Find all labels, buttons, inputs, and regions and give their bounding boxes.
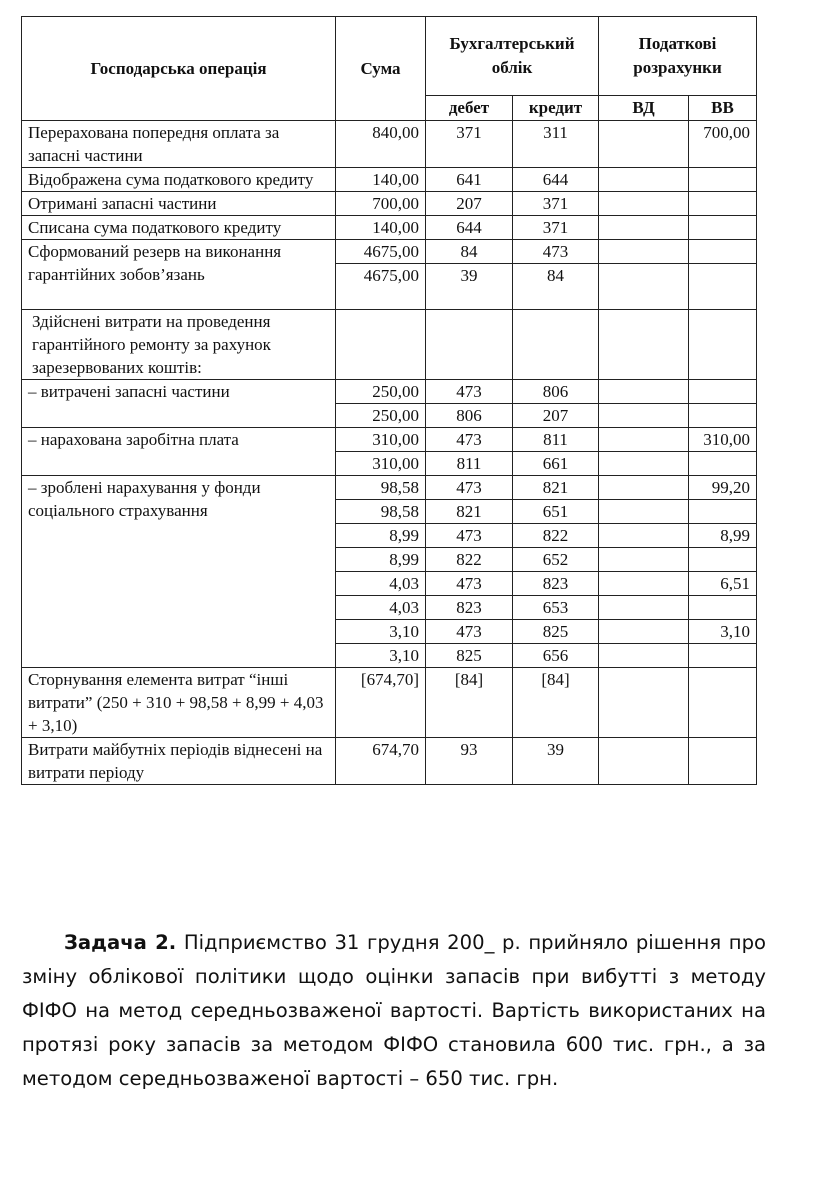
debit-cell: 39 <box>426 264 513 310</box>
vd-cell <box>599 264 689 310</box>
amount-cell: 250,00 <box>336 404 426 428</box>
amount-cell: 4675,00 <box>336 264 426 310</box>
table-row <box>22 240 757 264</box>
operation-cell: Здійснені витрати на проведення гарантійного ремонту за рахунок зарезервованих коштів: <box>22 310 336 380</box>
debit-cell: 207 <box>426 192 513 216</box>
debit-cell: 93 <box>426 738 513 785</box>
vd-cell <box>599 524 689 548</box>
vv-cell <box>689 264 757 310</box>
credit-cell: 806 <box>513 380 599 404</box>
credit-cell: 821 <box>513 476 599 500</box>
vv-cell <box>689 500 757 524</box>
debit-cell: 806 <box>426 404 513 428</box>
amount-cell: 4,03 <box>336 572 426 596</box>
vd-cell <box>599 192 689 216</box>
amount-cell: 3,10 <box>336 644 426 668</box>
operation-cell: – зроблені нарахування у фонди соціального страхування <box>22 476 336 668</box>
vd-cell <box>599 404 689 428</box>
debit-cell: 473 <box>426 620 513 644</box>
amount-cell: 98,58 <box>336 476 426 500</box>
vv-cell <box>689 192 757 216</box>
credit-cell: 811 <box>513 428 599 452</box>
debit-cell: 84 <box>426 240 513 264</box>
task-text: Підприємство 31 грудня 200_ р. прийняло рішення про зміну облікової політики щодо оцінки запасів при вибутті з методу ФІФО на метод середньозваженої вартості. Вартість використаних на протязі року запасів за методом ФІФО становила 600 тис. грн., а за методом середньозваженої вартості – 650 тис. грн. <box>22 931 766 1090</box>
operation-cell: Отримані запасні частини <box>22 192 336 216</box>
vv-cell: 700,00 <box>689 121 757 168</box>
header-tax: Податкові розрахунки <box>599 17 757 96</box>
debit-cell: 811 <box>426 452 513 476</box>
vd-cell <box>599 476 689 500</box>
vv-cell <box>689 168 757 192</box>
debit-cell: 825 <box>426 644 513 668</box>
amount-cell: 840,00 <box>336 121 426 168</box>
header-operation: Господарська операція <box>22 17 336 121</box>
header-vv: ВВ <box>689 96 757 121</box>
amount-cell: 700,00 <box>336 192 426 216</box>
credit-cell: [84] <box>513 668 599 738</box>
vv-cell <box>689 738 757 785</box>
credit-cell: 644 <box>513 168 599 192</box>
header-debit: дебет <box>426 96 513 121</box>
debit-cell: 644 <box>426 216 513 240</box>
debit-cell: 473 <box>426 476 513 500</box>
credit-cell: 653 <box>513 596 599 620</box>
credit-cell: 473 <box>513 240 599 264</box>
table-row <box>22 310 757 380</box>
amount-cell: 140,00 <box>336 168 426 192</box>
vv-cell <box>689 216 757 240</box>
credit-cell: 84 <box>513 264 599 310</box>
accounting-table <box>21 16 757 785</box>
credit-cell: 371 <box>513 216 599 240</box>
credit-cell: 656 <box>513 644 599 668</box>
credit-cell: 652 <box>513 548 599 572</box>
table-row <box>22 668 757 738</box>
credit-cell: 39 <box>513 738 599 785</box>
vd-cell <box>599 380 689 404</box>
amount-cell: 140,00 <box>336 216 426 240</box>
table-row <box>22 216 757 240</box>
vv-cell <box>689 668 757 738</box>
vd-cell <box>599 738 689 785</box>
header-accounting: Бухгалтерський облік <box>426 17 599 96</box>
vv-cell: 3,10 <box>689 620 757 644</box>
vv-cell <box>689 596 757 620</box>
table-row <box>22 168 757 192</box>
vd-cell <box>599 168 689 192</box>
credit-cell: 207 <box>513 404 599 428</box>
vv-cell <box>689 452 757 476</box>
table-header-row <box>22 17 757 96</box>
amount-cell: 250,00 <box>336 380 426 404</box>
amount-cell: 4,03 <box>336 596 426 620</box>
vv-cell <box>689 240 757 264</box>
debit-cell: 473 <box>426 428 513 452</box>
credit-cell: 661 <box>513 452 599 476</box>
amount-cell: [674,70] <box>336 668 426 738</box>
vd-cell <box>599 452 689 476</box>
operation-cell: – нарахована заробітна плата <box>22 428 336 476</box>
header-vd: ВД <box>599 96 689 121</box>
amount-cell: 674,70 <box>336 738 426 785</box>
vv-cell <box>689 380 757 404</box>
vd-cell <box>599 240 689 264</box>
debit-cell: 641 <box>426 168 513 192</box>
vv-cell <box>689 548 757 572</box>
operation-cell: Відображена сума податкового кредиту <box>22 168 336 192</box>
debit-cell: [84] <box>426 668 513 738</box>
operation-cell: Витрати майбутніх періодів віднесені на витрати періоду <box>22 738 336 785</box>
table-row <box>22 121 757 168</box>
debit-cell: 823 <box>426 596 513 620</box>
debit-cell: 473 <box>426 572 513 596</box>
operation-cell: Сформований резерв на виконання гарантійних зобов’язань <box>22 240 336 310</box>
task-paragraph <box>22 926 766 1096</box>
vd-cell <box>599 548 689 572</box>
debit-cell: 822 <box>426 548 513 572</box>
table-row <box>22 476 757 500</box>
amount-cell: 4675,00 <box>336 240 426 264</box>
amount-cell: 8,99 <box>336 524 426 548</box>
vd-cell <box>599 500 689 524</box>
credit-cell: 822 <box>513 524 599 548</box>
header-credit: кредит <box>513 96 599 121</box>
vd-cell <box>599 644 689 668</box>
credit-cell: 651 <box>513 500 599 524</box>
vd-cell <box>599 428 689 452</box>
vd-cell <box>599 596 689 620</box>
operation-cell: Перерахована попередня оплата за запасні частини <box>22 121 336 168</box>
table-row <box>22 192 757 216</box>
credit-cell: 371 <box>513 192 599 216</box>
task-label: Задача 2. <box>64 931 177 954</box>
vv-cell: 310,00 <box>689 428 757 452</box>
debit-cell: 473 <box>426 524 513 548</box>
operation-cell: – витрачені запасні частини <box>22 380 336 428</box>
amount-cell: 3,10 <box>336 620 426 644</box>
amount-cell: 310,00 <box>336 428 426 452</box>
operation-cell: Списана сума податкового кредиту <box>22 216 336 240</box>
table-row <box>22 428 757 452</box>
table-row <box>22 380 757 404</box>
debit-cell: 821 <box>426 500 513 524</box>
vd-cell <box>599 668 689 738</box>
amount-cell: 310,00 <box>336 452 426 476</box>
vd-cell <box>599 620 689 644</box>
credit-cell: 311 <box>513 121 599 168</box>
amount-cell: 8,99 <box>336 548 426 572</box>
operation-cell: Сторнування елемента витрат “інші витрати” (250 + 310 + 98,58 + 8,99 + 4,03 + 3,10) <box>22 668 336 738</box>
vv-cell: 8,99 <box>689 524 757 548</box>
vv-cell: 99,20 <box>689 476 757 500</box>
vd-cell <box>599 572 689 596</box>
vv-cell <box>689 404 757 428</box>
credit-cell: 823 <box>513 572 599 596</box>
vd-cell <box>599 216 689 240</box>
table-row <box>22 738 757 785</box>
vv-cell: 6,51 <box>689 572 757 596</box>
header-amount: Сума <box>336 17 426 121</box>
debit-cell: 371 <box>426 121 513 168</box>
vv-cell <box>689 644 757 668</box>
credit-cell: 825 <box>513 620 599 644</box>
vd-cell <box>599 121 689 168</box>
debit-cell: 473 <box>426 380 513 404</box>
amount-cell: 98,58 <box>336 500 426 524</box>
